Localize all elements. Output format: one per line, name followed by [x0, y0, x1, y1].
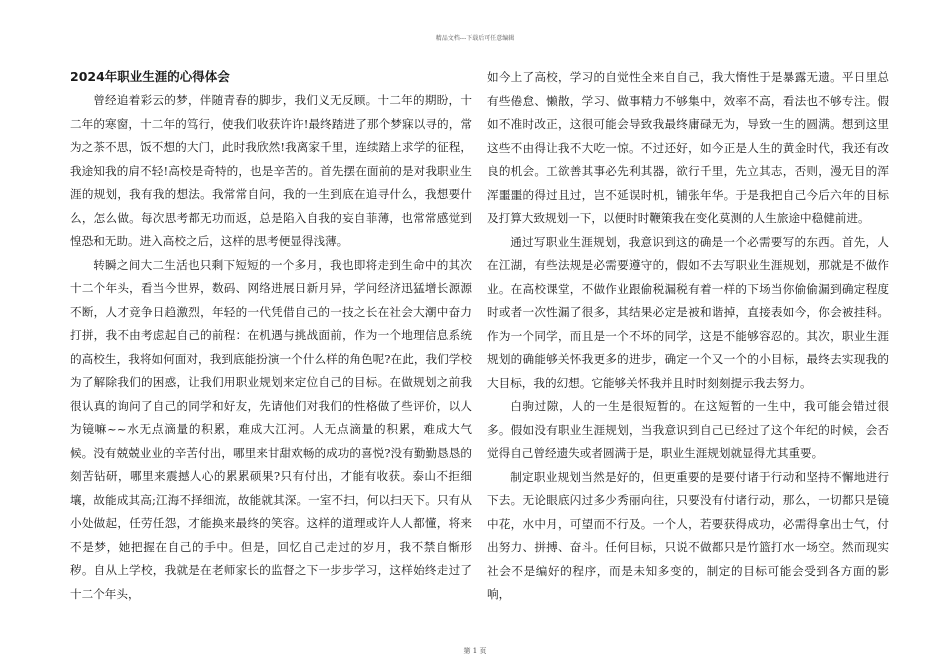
left-column [70, 66, 472, 606]
page-number: 第 1 页 [463, 647, 487, 655]
body-paragraph: 通过写职业生涯规划，我意识到这的确是一个必需要写的东西。首先，人在江湖，有些法规是必需要遵守的，假如不去写职业生涯规划，那就是不做作业。在高校课堂，不做作业跟偷税漏税有着一样的下场当你偷偷漏到确定程度时或者一次性漏了很多，其结果必定是被和谐掉，直接表如今，你会被挂科。作为一个同学，而且是一个不坏的同学，这是不能够容忍的。其次，职业生涯规划的确能够关怀我更多的进步，确定一个又一个的小目标，最终去实现我的大目标，我的幻想。它能够关怀我并且时时刻刻提示我去努力。 [487, 234, 889, 390]
page-header: 精品文档---下载后可任意编辑 [435, 35, 515, 42]
body-paragraph: 制定职业规划当然是好的，但更重要的是要付诸于行动和坚持不懈地进行下去。无论眼底闪过多少秀丽向往，只要没有付诸行动，那么，一切都只是镜中花，水中月，可望而不行及。一个人，若要获得成功，必需得拿出士气，付出努力、拼搏、奋斗。任何目标，只说不做都只是竹篮打水一场空。然而现实社会不是编好的程序，而是未知多变的，制定的目标可能会受到各方面的影响， [487, 469, 889, 601]
body-paragraph-continued: 如今上了高校，学习的自觉性全来自自己，我大惰性于是暴露无遗。平日里总有些倦怠、懒散，学习、做事精力不够集中，效率不高，看法也不够专注。假如不准时改正，这很可能会导致我最终庸碌无为，导致一生的圆满。想到这里这些不由得让我不大吃一惊。不过还好，如今正是人生的黄金时代，我还有改良的机会。工欲善其事必先利其器，欲行千里，先立其志，否则，漫无目的浑浑噩噩的得过且过，岂不延误时机，铺张年华。于是我把自己今后六年的目标及打算大致规划一下，以便时时鞭策我在变化莫测的人生旅途中稳健前进。 [487, 70, 889, 225]
right-column [487, 66, 889, 607]
document-title: 2024年职业生涯的心得体会 [70, 69, 230, 84]
body-paragraph: 曾经追着彩云的梦，伴随青春的脚步，我们义无反顾。十二年的期盼，十二年的寒窗，十二年的笃行，使我们收获许许!最终踏进了那个梦寐以寻的，常为之茶不思，饭不想的大门，此时我欣然!我离家千里，连续踏上求学的征程，我途知我的肩不轻!高校是奇特的，也是辛苦的。首先摆在面前的是对我职业生涯的规划，我有我的想法。我常常自问，我的一生到底在追寻什么，我想要什么，怎么做。每次思考都无功而返，总是陷入自我的妄自菲薄，也常常感觉到惶恐和无助。进入高校之后，这样的思考便显得浅薄。 [70, 93, 472, 248]
body-paragraph: 白驹过隙，人的一生是很短暂的。在这短暂的一生中，我可能会错过很多。假如没有职业生涯规划，当我意识到自己已经过了这个年纪的时候，会否觉得自己曾经遗失或者圆满于是，职业生涯规划就显得尤其重要。 [487, 399, 889, 460]
body-paragraph: 转瞬之间大二生活也只剩下短短的一个多月，我也即将走到生命中的其次十二个年头，看当今世界，数码、网络进展日新月异，学问经济迅猛增长源源不断，人才竞争日趋激烈，年轻的一代凭借自己的一技之长在社会大潮中奋力打拼，我不由考虑起自己的前程：在机遇与挑战面前，作为一个地理信息系统的高校生，我将如何面对，我到底能扮演一个什么样的角色呢?在此，我们学校为了解除我们的困惑，让我们用职业规划来定位自己的目标。在做规划之前我很认真的询问了自己的同学和好友，先请他们对我们的性格做了些评价，以人为镜嘛~~水无点滴量的积累，难成大江河。人无点滴量的积累，难成大气候。没有兢兢业业的辛苦付出，哪里来甘甜欢畅的成功的喜悦?没有勤勤恳恳的刻苦钻研，哪里来震撼人心的累累硕果?只有付出，才能有收获。泰山不拒细壤，故能成其高;江海不择细流，故能就其深。一室不扫，何以扫天下。只有从小处做起，任劳任怨，才能换来最终的笑容。这样的道理或许人人都懂，将来不是梦，她把握在自己的手中。但是，回忆自己走过的岁月，我不禁自惭形秽。自从上学校，我就是在老师家长的监督之下一步步学习，这样始终走过了十二个年头， [70, 257, 472, 601]
